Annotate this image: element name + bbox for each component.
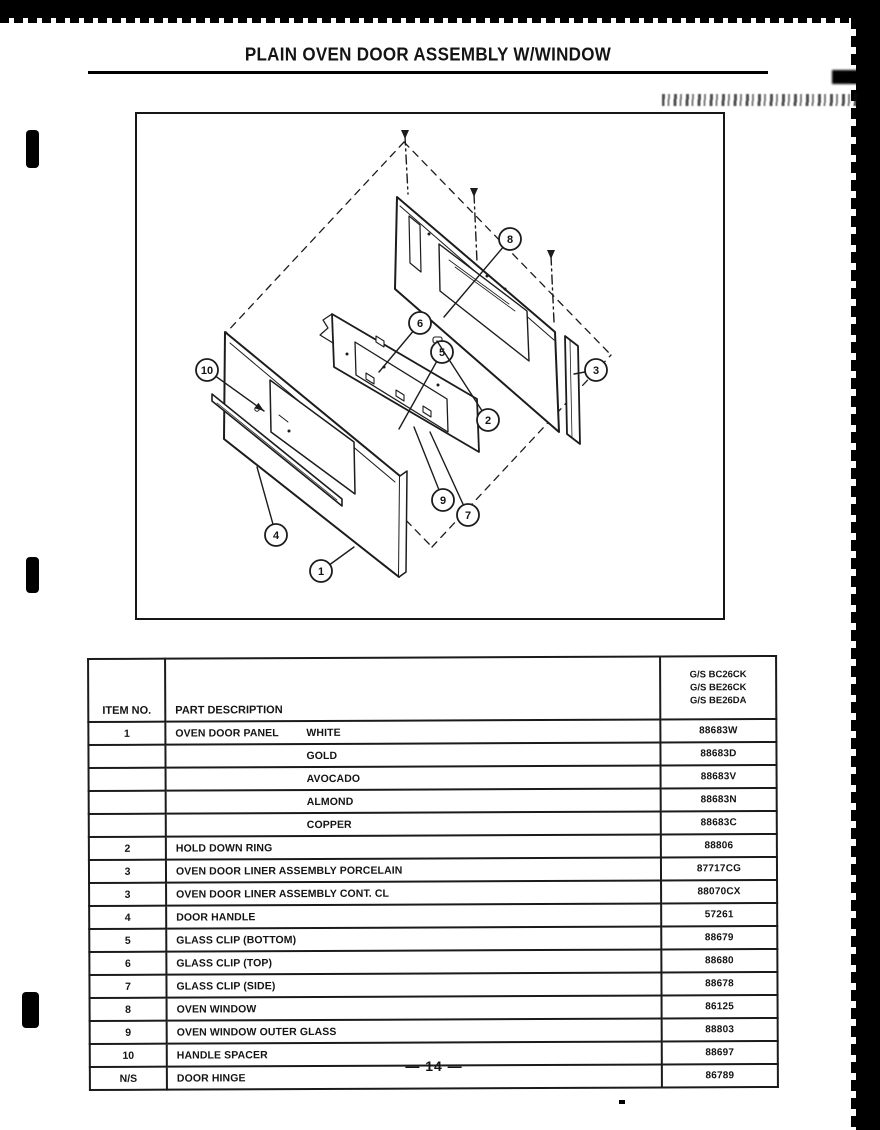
- header-part-description: PART DESCRIPTION: [165, 657, 660, 722]
- part-number-cell: 87717CG: [661, 857, 777, 881]
- part-description-text: GLASS CLIP (SIDE): [176, 979, 276, 993]
- parts-table: [87, 655, 779, 1091]
- part-number-cell: 86789: [662, 1064, 778, 1088]
- item-no-cell: 3: [89, 860, 166, 883]
- part-number-cell: 88683N: [661, 788, 777, 812]
- model-label: G/S BE26CK: [689, 681, 747, 694]
- callout-number: 1: [317, 566, 325, 578]
- part-number-cell: 88697: [662, 1041, 778, 1065]
- scan-artifact-blob: [26, 557, 39, 593]
- callout-number: 9: [439, 495, 447, 507]
- callout-number: 6: [416, 318, 424, 330]
- part-description-cell: [166, 972, 661, 997]
- part-number-cell: 88678: [661, 972, 777, 996]
- part-number-cell: 57261: [661, 903, 777, 927]
- part-description-text: HOLD DOWN RING: [175, 841, 273, 855]
- exploded-view-diagram: [135, 112, 725, 620]
- part-number-cell: 88806: [661, 834, 777, 858]
- oven-door-assembly-drawing: [137, 114, 723, 618]
- part-number-cell: 88683C: [661, 811, 777, 835]
- title-underline-rule: [88, 71, 768, 74]
- item-no-cell: 4: [89, 906, 166, 929]
- table-row: [89, 834, 777, 860]
- item-no-cell: 5: [89, 929, 166, 952]
- part-description-cell: [166, 880, 661, 905]
- table-row: [90, 995, 778, 1021]
- item-no-cell: 3: [89, 883, 166, 906]
- table-row: [89, 880, 777, 906]
- table-row: [90, 1018, 778, 1044]
- item-no-cell: 2: [89, 837, 166, 860]
- callout-1: [310, 547, 354, 582]
- scan-artifact-top-bar: [0, 0, 880, 18]
- part-description-cell: [166, 766, 661, 791]
- item-no-cell: [89, 791, 166, 814]
- parts-table-section: [87, 655, 777, 1091]
- item-no-cell: 8: [90, 998, 167, 1021]
- part-number-cell: 88679: [661, 926, 777, 950]
- item-no-cell: 9: [90, 1021, 167, 1044]
- item-no-cell: [89, 814, 166, 837]
- table-row: [88, 719, 776, 745]
- part-number-cell: 88683V: [661, 765, 777, 789]
- scan-artifact-smudge-text: [662, 94, 858, 106]
- table-row: [89, 811, 777, 837]
- part-number-cell: 88803: [662, 1018, 778, 1042]
- panel-color-text: COPPER: [306, 818, 352, 831]
- callout-number: 3: [592, 365, 600, 377]
- panel-color-text: AVOCADO: [306, 772, 361, 785]
- panel-color-text: WHITE: [306, 726, 341, 739]
- table-row: [88, 742, 776, 768]
- part-number-cell: 88683W: [660, 719, 776, 743]
- part-description-text: GLASS CLIP (BOTTOM): [176, 933, 297, 947]
- table-row: [89, 857, 777, 883]
- part-description-cell: [165, 720, 660, 745]
- header-item-no: ITEM NO.: [88, 659, 165, 722]
- part-description-cell: [166, 789, 661, 814]
- callout-number: 5: [438, 347, 446, 359]
- callout-number: 10: [200, 365, 214, 377]
- scan-artifact-spur: [832, 70, 858, 84]
- item-no-cell: 6: [89, 952, 166, 975]
- callout-number: 7: [464, 510, 472, 522]
- part-description-cell: [166, 812, 661, 837]
- table-row: [89, 788, 777, 814]
- part-description-cell: [166, 835, 661, 860]
- panel-color-text: ALMOND: [306, 795, 354, 808]
- part-description-cell: [165, 743, 660, 768]
- part-description-cell: [166, 926, 661, 951]
- table-row: [89, 949, 777, 975]
- part-number-cell: 86125: [662, 995, 778, 1019]
- part-description-cell: [166, 903, 661, 928]
- item-no-cell: 1: [88, 722, 165, 745]
- item-no-cell: [88, 745, 165, 768]
- part-description-text: OVEN DOOR PANEL: [175, 726, 279, 740]
- callout-number: 8: [506, 234, 514, 246]
- part-description-text: OVEN WINDOW: [176, 1002, 257, 1016]
- part-description-text: OVEN WINDOW OUTER GLASS: [176, 1025, 337, 1039]
- part-description-text: DOOR HINGE: [176, 1071, 246, 1085]
- table-row: [89, 765, 777, 791]
- model-label: G/S BC26CK: [689, 668, 747, 680]
- callout-number: 4: [272, 530, 280, 542]
- scan-artifact-blob: [22, 992, 39, 1028]
- scan-artifact-blob: [26, 130, 39, 168]
- item-no-cell: 10: [90, 1044, 167, 1067]
- item-no-cell: N/S: [90, 1067, 167, 1090]
- part-number-cell: 88070CX: [661, 880, 777, 904]
- part-number-cell: 88680: [661, 949, 777, 973]
- part-description-text: GLASS CLIP (TOP): [176, 956, 273, 970]
- panel-color-text: GOLD: [306, 749, 338, 762]
- part-description-text: OVEN DOOR LINER ASSEMBLY CONT. CL: [176, 887, 390, 901]
- part-description-cell: [166, 949, 661, 974]
- part-description-text: DOOR HANDLE: [176, 910, 256, 924]
- part-description-cell: [167, 1018, 662, 1043]
- page-number: — 14 —: [405, 1058, 463, 1074]
- table-row: [89, 972, 777, 998]
- side-rail: [565, 336, 580, 444]
- part-number-cell: 88683D: [660, 742, 776, 766]
- scan-artifact-right-bar: [856, 0, 880, 1130]
- part-description-cell: [167, 995, 662, 1020]
- part-description-text: HANDLE SPACER: [176, 1048, 268, 1062]
- table-row: [89, 903, 777, 929]
- part-description-cell: [166, 857, 661, 882]
- table-row: [89, 926, 777, 952]
- item-no-cell: [89, 768, 166, 791]
- table-header-row: [88, 656, 776, 722]
- part-description-text: OVEN DOOR LINER ASSEMBLY PORCELAIN: [175, 864, 403, 878]
- header-models: [660, 656, 776, 720]
- callout-number: 2: [484, 415, 492, 427]
- page-title: PLAIN OVEN DOOR ASSEMBLY W/WINDOW: [244, 44, 612, 65]
- item-no-cell: 7: [89, 975, 166, 998]
- model-label: G/S BE26DA: [689, 695, 747, 707]
- scan-artifact-dot: [619, 1100, 625, 1104]
